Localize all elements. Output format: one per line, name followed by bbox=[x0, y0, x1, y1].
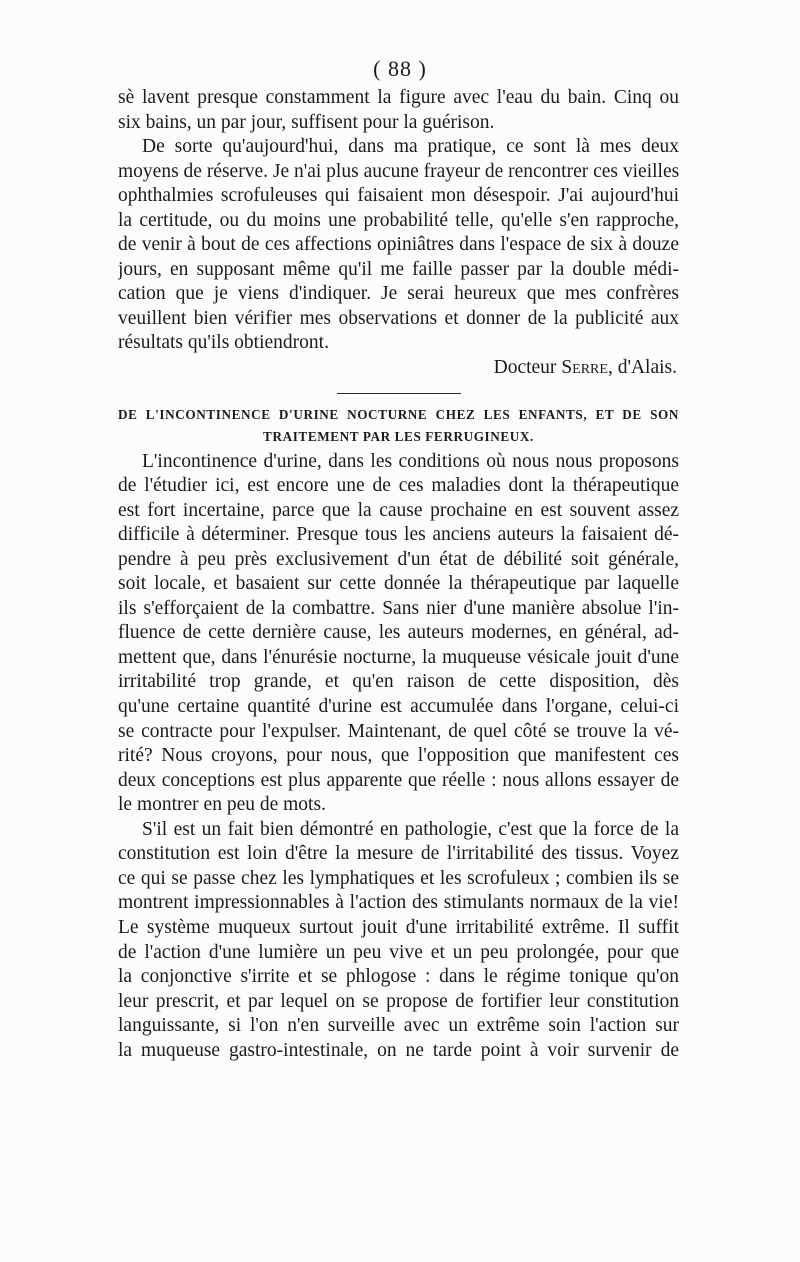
text-line: de l'étudier ici, est encore une de ces maladies dont la thérapeutique bbox=[118, 475, 679, 497]
page-number: ( 88 ) bbox=[373, 56, 427, 81]
text-line: ce qui se passe chez les lymphatiques et les scrofuleux ; combien ils se bbox=[118, 867, 679, 889]
text-line: veuillent bien vérifier mes observations et donner de la publicité aux bbox=[118, 307, 679, 329]
text-line: S'il est un fait bien démontré en pathologie, c'est que la force de la bbox=[142, 818, 679, 840]
text-line: cation que je viens d'indiquer. Je serai heureux que mes confrères bbox=[118, 283, 679, 305]
text-line: le montrer en peu de mots. bbox=[118, 794, 326, 816]
text-line: six bains, un par jour, suffisent pour la guérison. bbox=[118, 111, 495, 133]
text-line: difficile à déterminer. Presque tous les anciens auteurs la faisaient dé- bbox=[118, 524, 679, 546]
paragraph-intro bbox=[118, 450, 679, 818]
text-line: rité? Nous croyons, pour nous, que l'opposition que manifestent ces bbox=[118, 745, 679, 767]
text-line: qu'une certaine quantité d'urine est accumulée dans l'organe, celui-ci bbox=[118, 696, 679, 718]
text-line: est fort incertaine, parce que la cause prochaine en est souvent assez bbox=[118, 499, 679, 521]
signature-name: Serre bbox=[561, 357, 608, 379]
text-line: pendre à peu près exclusivement d'un état de débilité soit générale, bbox=[118, 548, 679, 570]
text-line: leur prescrit, et par lequel on se propose de fortifier leur constitution bbox=[118, 990, 679, 1012]
text-line: mettent que, dans l'énurésie nocturne, la muqueuse vésicale jouit d'une bbox=[118, 646, 679, 668]
text-line: soit locale, et basaient sur cette donnée la thérapeutique par laquelle bbox=[118, 573, 679, 595]
paragraph-pathology bbox=[118, 818, 679, 1063]
text-line: constitution est loin d'être la mesure de l'irritabilité des tissus. Voyez bbox=[118, 843, 679, 865]
text-line: sè lavent presque constamment la figure avec l'eau du bain. Cinq ou bbox=[118, 87, 679, 108]
text-line: De sorte qu'aujourd'hui, dans ma pratique, ce sont là mes deux bbox=[142, 136, 679, 158]
text-line: de venir à bout de ces affections opiniâtres dans l'espace de six à douze bbox=[118, 234, 679, 256]
section-divider bbox=[337, 393, 461, 394]
text-line: moyens de réserve. Je n'ai plus aucune frayeur de rencontrer ces vieilles bbox=[118, 160, 679, 182]
paragraph-conclusion bbox=[118, 135, 679, 356]
text-line: de l'action d'une lumière un peu vive et un peu prolongée, pour que bbox=[118, 941, 679, 963]
signature-suffix: , d'Alais. bbox=[607, 357, 677, 379]
text-line: montrent impressionnables à l'action des stimulants normaux de la vie! bbox=[118, 892, 679, 914]
text-line: fluence de cette dernière cause, les auteurs modernes, en général, ad- bbox=[118, 622, 679, 644]
text-line: la muqueuse gastro-intestinale, on ne tarde point à voir survenir de bbox=[118, 1039, 679, 1061]
section-heading-line2: TRAITEMENT PAR LES FERRUGINEUX. bbox=[263, 428, 534, 444]
section-heading-line1: DE L'INCONTINENCE D'URINE NOCTURNE CHEZ LES ENFANTS, ET DE SON bbox=[118, 406, 679, 422]
text-line: jours, en supposant même qu'il me faille passer par la double médi- bbox=[118, 258, 679, 280]
text-line: deux conceptions est plus apparente que réelle : nous allons essayer de bbox=[118, 769, 679, 791]
text-line: languissante, si l'on n'en surveille avec un extrême soin l'action sur bbox=[118, 1015, 679, 1037]
text-line: la certitude, ou du moins une probabilité telle, qu'elle s'en rapproche, bbox=[118, 209, 679, 231]
text-block bbox=[118, 86, 679, 1063]
text-line: ils s'efforçaient de la combattre. Sans nier d'une manière absolue l'in- bbox=[118, 597, 679, 619]
text-line: irritabilité trop grande, et qu'en raison de cette disposition, dès bbox=[118, 671, 679, 693]
author-signature bbox=[118, 356, 679, 381]
text-line: se contracte pour l'expulser. Maintenant, de quel côté se trouve la vé- bbox=[118, 720, 679, 742]
signature-prefix: Docteur bbox=[493, 357, 562, 379]
text-line: L'incontinence d'urine, dans les conditions où nous nous proposons bbox=[142, 450, 679, 472]
text-line: résultats qu'ils obtiendront. bbox=[118, 332, 329, 354]
paragraph-continuation bbox=[118, 86, 679, 135]
text-line: Le système muqueux surtout jouit d'une irritabilité extrême. Il suffit bbox=[118, 916, 679, 938]
text-line: ophthalmies scrofuleuses qui faisaient mon désespoir. J'ai aujourd'hui bbox=[118, 185, 679, 207]
text-line: la conjonctive s'irrite et se phlogose : dans le régime tonique qu'on bbox=[118, 966, 679, 988]
